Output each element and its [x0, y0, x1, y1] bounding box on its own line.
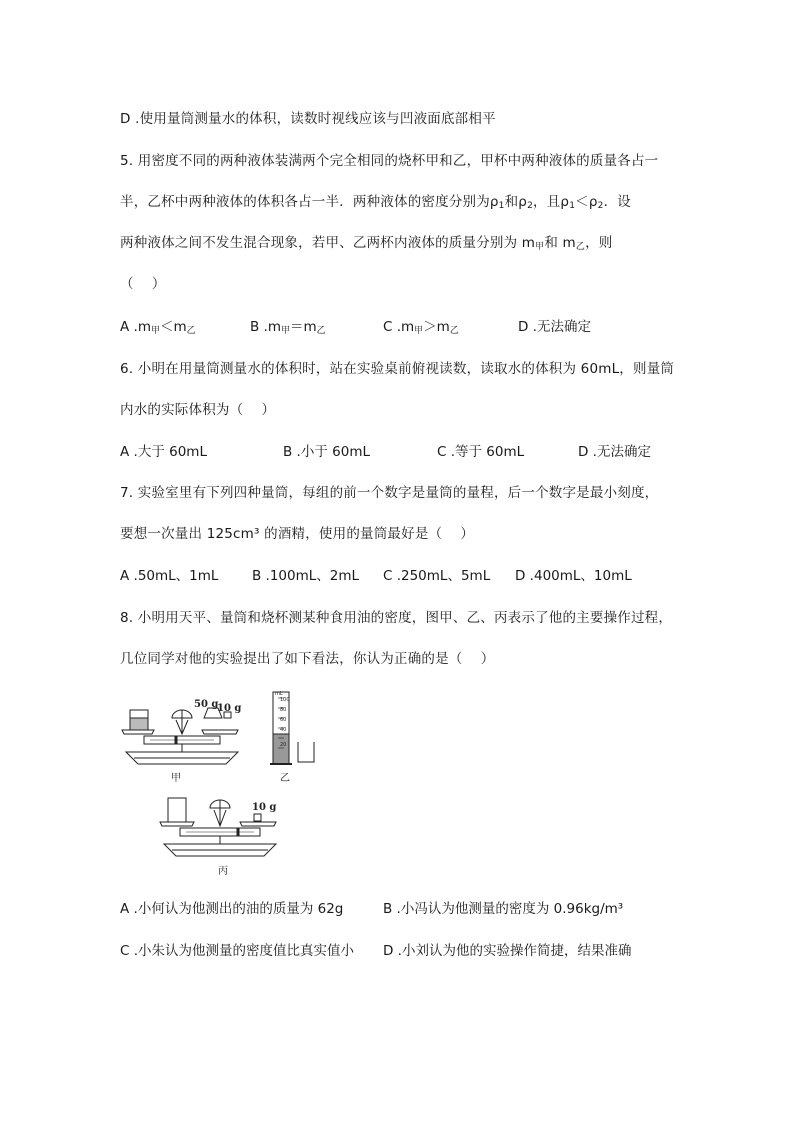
- q6-option-d[interactable]: D .无法确定: [578, 444, 651, 460]
- q8-option-d[interactable]: D .小刘认为他的实验操作简捷，结果准确: [383, 943, 632, 959]
- q6-option-a[interactable]: A .大于 60mL: [120, 444, 207, 460]
- cylinder-unit: mL: [275, 691, 283, 697]
- q7-option-a[interactable]: A .50mL、1mL: [120, 568, 219, 584]
- cylinder-tick-label: 60: [280, 717, 287, 723]
- figure-label-bing: 丙: [218, 866, 228, 877]
- figure-label-yi: 乙: [280, 773, 290, 784]
- cylinder-tick-label: 100: [280, 697, 290, 703]
- q7-option-b[interactable]: B .100mL、2mL: [252, 568, 360, 584]
- q7-option-c[interactable]: C .250mL、5mL: [383, 568, 491, 584]
- cylinder-tick-label: 80: [280, 707, 287, 713]
- q6-option-b[interactable]: B .小于 60mL: [283, 444, 370, 460]
- cylinder-tick-label: 20: [280, 742, 287, 748]
- q7-stem-line-1: 7. 实验室里有下列四种量筒，每组的前一个数字是量筒的量程，后一个数字是最小刻度，: [120, 485, 659, 501]
- q6-stem-line-1: 6. 小明在用量筒测量水的体积时，站在实验桌前俯视读数，读取水的体积为 60mL，则量筒: [120, 361, 675, 377]
- weight-10g-label: 10 g: [217, 703, 242, 714]
- weight-50g-label: 50 g: [194, 699, 219, 710]
- graduated-cylinder-yi: [270, 692, 314, 764]
- q5-answer-bracket: （ ）: [120, 276, 166, 292]
- q5-option-b[interactable]: B $.m_甲=m_乙$: [250, 319, 326, 336]
- q7-option-d[interactable]: D .400mL、10mL: [515, 568, 632, 584]
- cylinder-tick-label: 40: [280, 727, 287, 733]
- q5-option-a[interactable]: A $.m_甲<m_乙$: [120, 319, 196, 336]
- q8-stem-line-1: 8. 小明用天平、量筒和烧杯测某种食用油的密度，图甲、乙、丙表示了他的主要操作过程，: [120, 610, 673, 626]
- q5-option-d[interactable]: D .无法确定: [518, 319, 591, 335]
- q5-stem-line-3: 两种液体之间不发生混合现象，若甲、乙两杯内液体的质量分别为 $m_甲$和 $m_乙$，则: [120, 235, 613, 252]
- weight-10g-label: 10 g: [252, 802, 277, 813]
- q8-experiment-figure: [118, 688, 348, 880]
- q6-option-c[interactable]: C .等于 60mL: [437, 444, 525, 460]
- q4-option-d: D .使用量筒测量水的体积，读数时视线应该与凹液面底部相平: [120, 111, 496, 127]
- q8-option-b[interactable]: B .小冯认为他测量的密度为 0.96kg/m³: [383, 901, 624, 917]
- q6-stem-line-2: 内水的实际体积为（ ）: [120, 402, 276, 418]
- q8-option-c[interactable]: C .小朱认为他测量的密度值比真实值小: [120, 943, 355, 959]
- balance-jia: [122, 708, 238, 764]
- q7-stem-line-2: 要想一次量出 125cm³ 的酒精，使用的量筒最好是（ ）: [120, 526, 475, 542]
- q5-stem-line-1: 5. 用密度不同的两种液体装满两个完全相同的烧杯甲和乙，甲杯中两种液体的质量各占一: [120, 153, 659, 169]
- q5-option-c[interactable]: C $.m_甲>m_乙$: [383, 319, 459, 336]
- q8-stem-line-2: 几位同学对他的实验提出了如下看法，你认为正确的是（ ）: [120, 651, 495, 667]
- q5-stem-line-2: 半，乙杯中两种液体的体积各占一半．两种液体的密度分别为$\rho_1$和$\rho_2$，且$\rho_1<\rho_2$．设: [120, 194, 631, 211]
- figure-label-jia: 甲: [171, 773, 181, 784]
- q8-option-a[interactable]: A .小何认为他测出的油的质量为 62g: [120, 901, 344, 917]
